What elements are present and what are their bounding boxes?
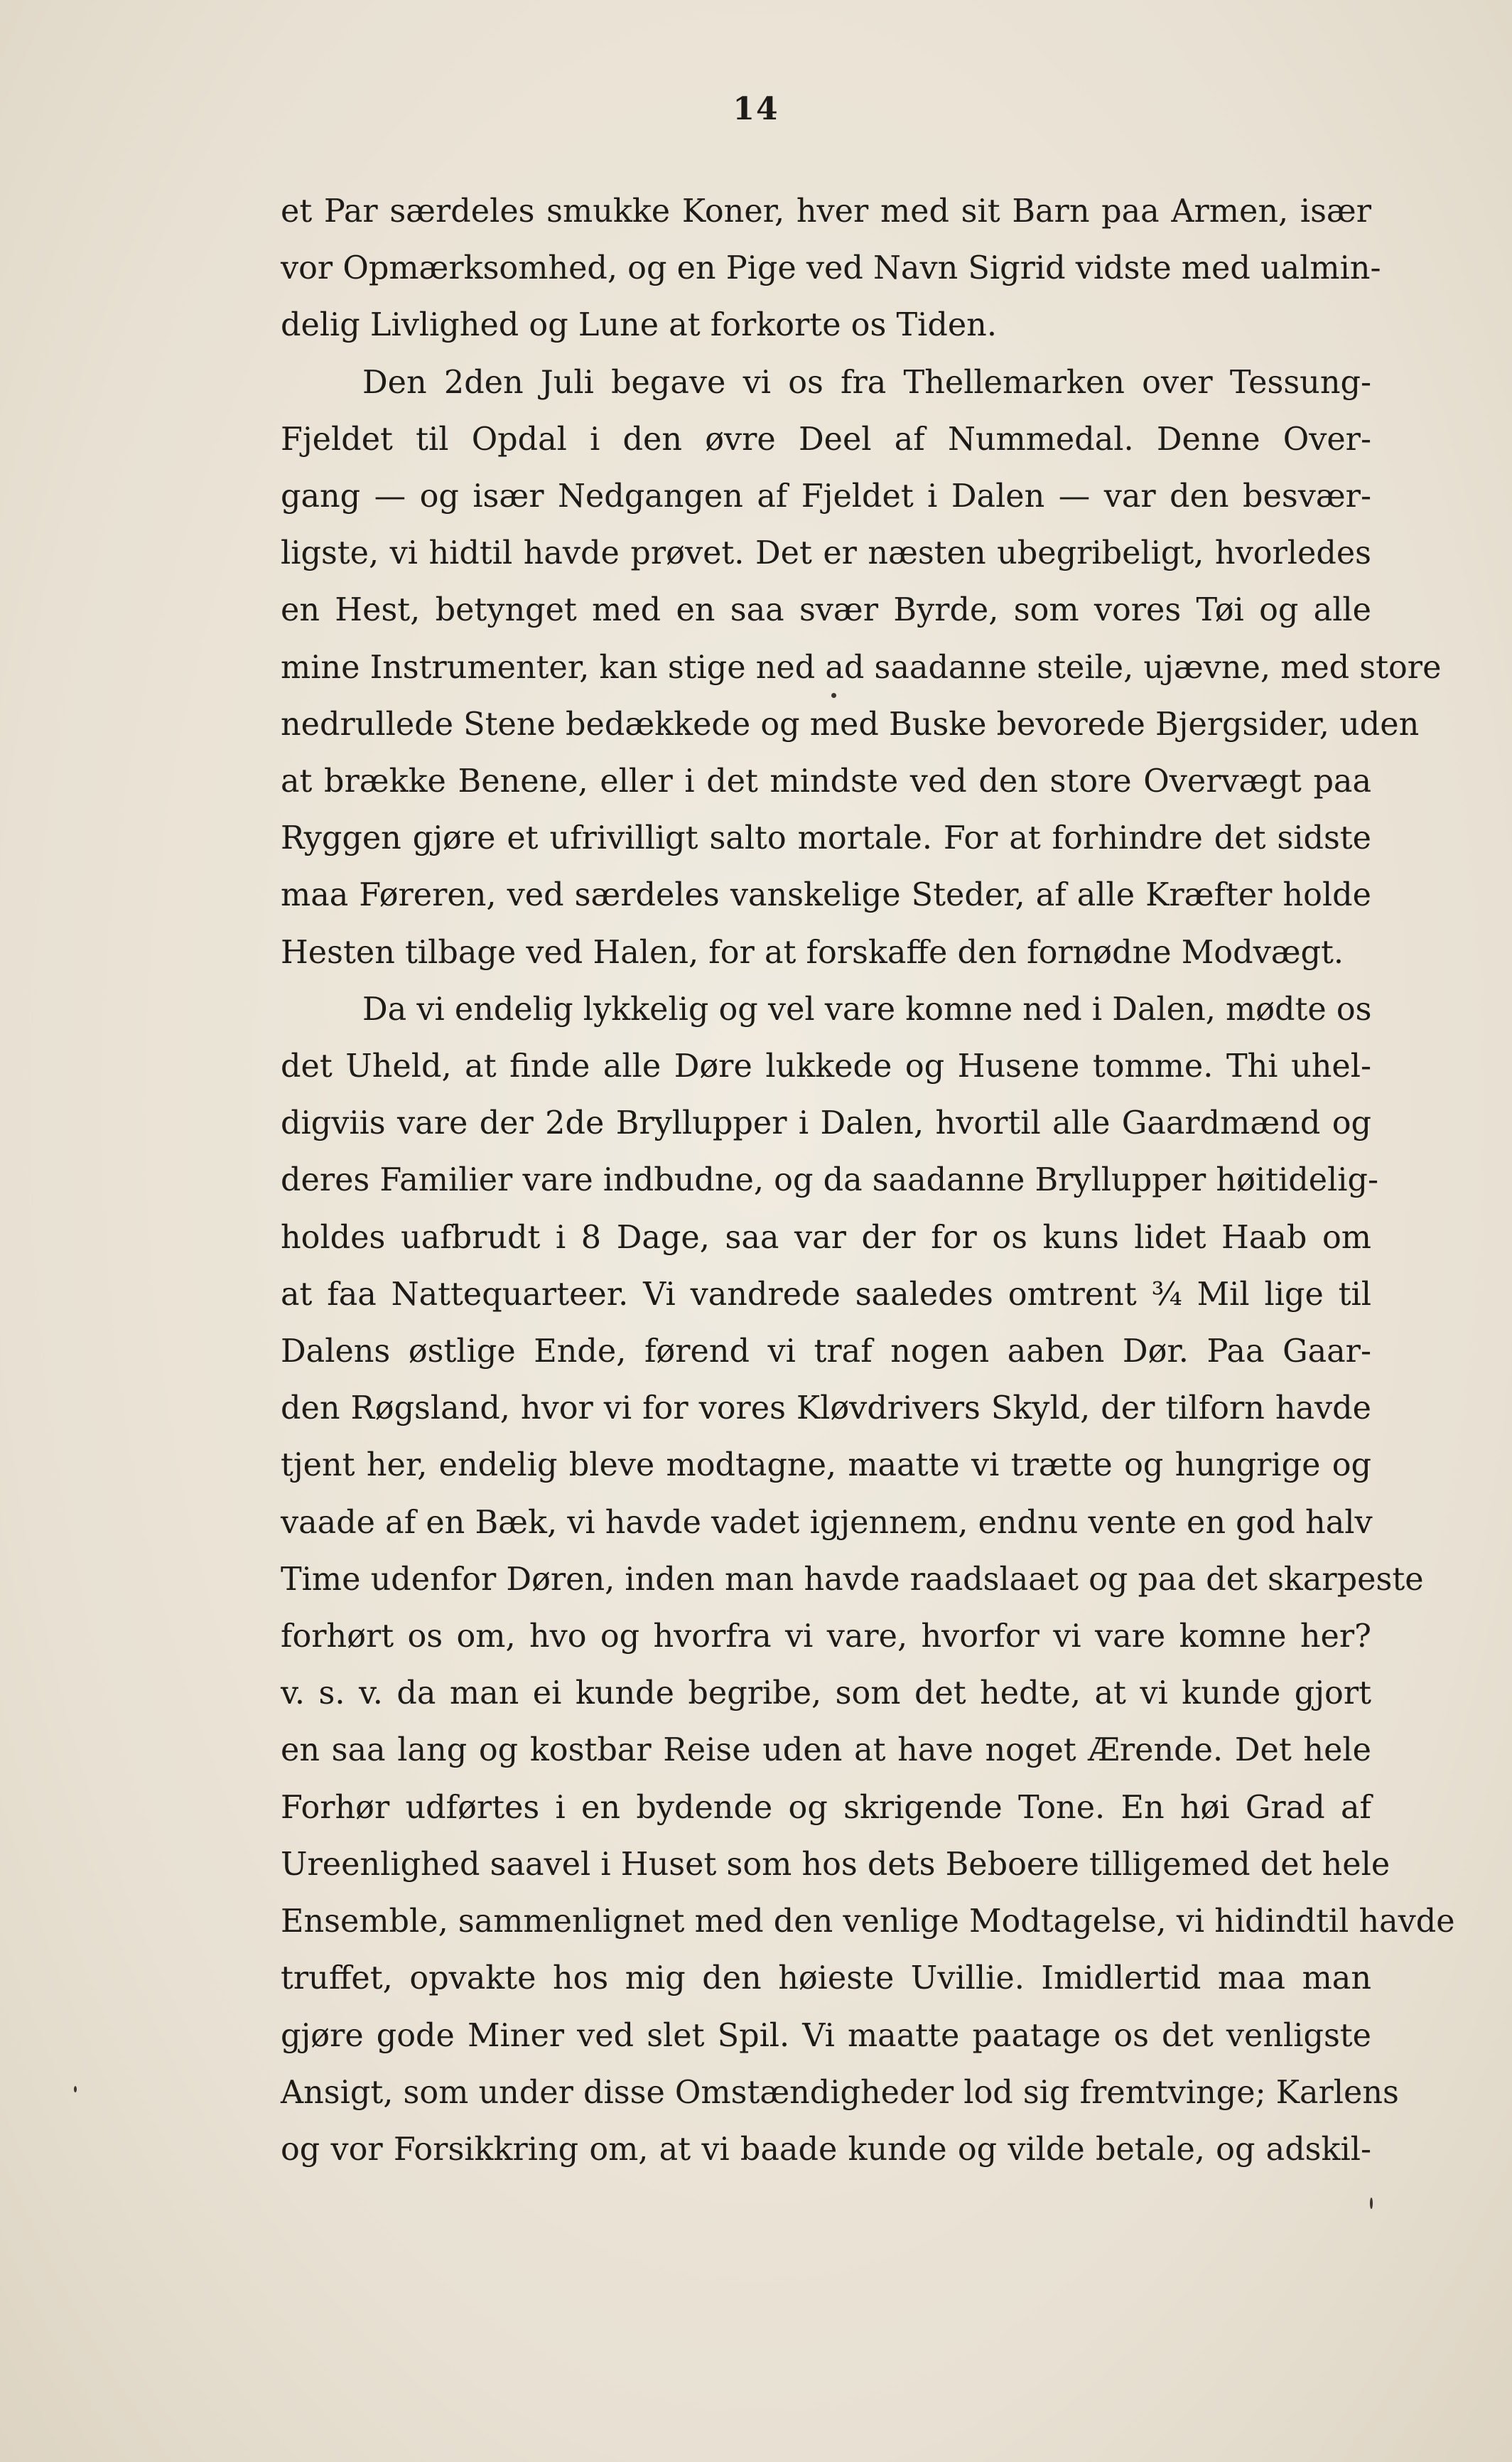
text-line: maa Føreren, ved særdeles vanskelige Steder, af alle Kræfter holde — [281, 877, 1371, 914]
text-line: mine Instrumenter, kan stige ned ad saadanne steile, ujævne, med store — [281, 649, 1442, 686]
text-line: delig Livlighed og Lune at forkorte os Tiden. — [281, 307, 997, 344]
text-line: at brække Benene, eller i det mindste ved den store Overvægt paa — [281, 763, 1371, 800]
text-line: deres Familier vare indbudne, og da saadanne Bryllupper høitidelig- — [281, 1162, 1379, 1199]
text-line: Ryggen gjøre et ufrivilligt salto mortale. For at forhindre det sidste — [281, 820, 1371, 857]
text-line: et Par særdeles smukke Koner, hver med sit Barn paa Armen, især — [281, 193, 1371, 230]
text-line: holdes uafbrudt i 8 Dage, saa var der for os kuns lidet Haab om — [281, 1219, 1371, 1256]
text-line: digviis vare der 2de Bryllupper i Dalen, hvortil alle Gaardmænd og — [281, 1105, 1371, 1142]
paragraph-start-line: Da vi endelig lykkelig og vel vare komne ned i Dalen, mødte os — [362, 991, 1372, 1028]
text-line: Time udenfor Døren, inden man havde raadslaaet og paa det skarpeste — [281, 1561, 1424, 1598]
ink-speck — [831, 693, 836, 698]
ink-speck — [1370, 2198, 1373, 2209]
text-line: Fjeldet til Opdal i den øvre Deel af Nummedal. Denne Over- — [281, 421, 1371, 458]
text-line: ligste, vi hidtil havde prøvet. Det er næsten ubegribeligt, hvorledes — [281, 535, 1371, 572]
text-line: en saa lang og kostbar Reise uden at have noget Ærende. Det hele — [281, 1732, 1371, 1769]
text-line: Ansigt, som under disse Omstændigheder lod sig fremtvinge; Karlens — [281, 2074, 1399, 2111]
text-line: truffet, opvakte hos mig den høieste Uvillie. Imidlertid maa man — [281, 1960, 1371, 1997]
text-line: gjøre gode Miner ved slet Spil. Vi maatte paatage os det venligste — [281, 2017, 1371, 2054]
text-line: det Uheld, at finde alle Døre lukkede og Husene tomme. Thi uhel- — [281, 1048, 1371, 1085]
text-line: Dalens østlige Ende, førend vi traf nogen aaben Dør. Paa Gaar- — [281, 1333, 1371, 1370]
text-line: den Røgsland, hvor vi for vores Kløvdrivers Skyld, der tilforn havde — [281, 1390, 1371, 1427]
page-number: 14 — [733, 91, 779, 127]
text-line: Ureenlighed saavel i Huset som hos dets Beboere tilligemed det hele — [281, 1846, 1390, 1883]
text-line: forhørt os om, hvo og hvorfra vi vare, hvorfor vi vare komne her? — [281, 1618, 1371, 1655]
text-line: vaade af en Bæk, vi havde vadet igjennem, endnu vente en god halv — [281, 1504, 1373, 1541]
text-line: vor Opmærksomhed, og en Pige ved Navn Sigrid vidste med ualmin- — [281, 250, 1381, 287]
text-line: og vor Forsikkring om, at vi baade kunde og vilde betale, og adskil- — [281, 2131, 1371, 2168]
text-line: at faa Nattequarteer. Vi vandrede saaledes omtrent ¾ Mil lige til — [281, 1276, 1371, 1313]
text-line: v. s. v. da man ei kunde begribe, som det hedte, at vi kunde gjort — [281, 1675, 1371, 1712]
text-line: Hesten tilbage ved Halen, for at forskaffe den fornødne Modvægt. — [281, 934, 1344, 971]
text-line: gang — og især Nedgangen af Fjeldet i Dalen — var den besvær- — [281, 478, 1371, 515]
text-line: Forhør udførtes i en bydende og skrigende Tone. En høi Grad af — [281, 1789, 1371, 1826]
body-text — [281, 183, 1455, 2178]
text-line: Ensemble, sammenlignet med den venlige Modtagelse, vi hidindtil havde — [281, 1903, 1455, 1940]
text-line: en Hest, betynget med en saa svær Byrde, som vores Tøi og alle — [281, 592, 1371, 629]
text-line: tjent her, endelig bleve modtagne, maatte vi trætte og hungrige og — [281, 1447, 1371, 1484]
text-line: nedrullede Stene bedækkede og med Buske bevorede Bjergsider, uden — [281, 706, 1420, 743]
ink-speck — [74, 2086, 77, 2092]
paragraph-start-line: Den 2den Juli begave vi os fra Thellemarken over Tessung- — [362, 364, 1371, 401]
